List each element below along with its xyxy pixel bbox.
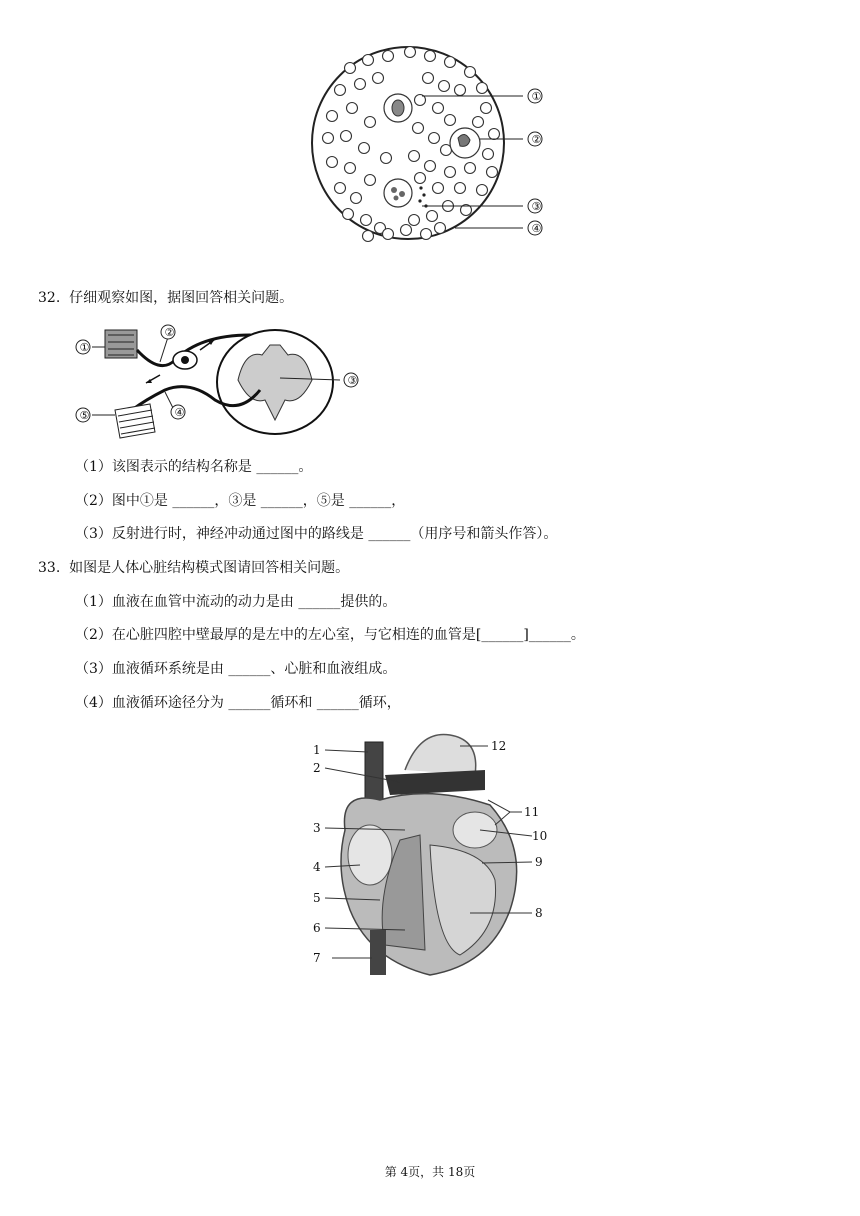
label-4: 4: [313, 860, 321, 874]
label-3: ③: [531, 200, 542, 213]
red-blood-cell: [455, 85, 466, 96]
label-3: 3: [313, 821, 321, 835]
red-blood-cell: [341, 131, 352, 142]
q32-stem: [38, 287, 293, 307]
inferior-vena-cava: [370, 930, 386, 975]
label-11: 11: [524, 805, 540, 819]
label-1: ①: [531, 90, 542, 103]
heart-diagram: [310, 730, 560, 980]
red-blood-cell: [345, 163, 356, 174]
q33-line-2: （2）在心脏四腔中壁最厚的是左中的左心室，与它相连的血管是[______]______。: [75, 627, 585, 643]
label-6: 6: [313, 921, 321, 935]
white-blood-cell-3: [384, 179, 412, 207]
white-blood-cell-1: [384, 94, 412, 122]
red-blood-cell: [327, 157, 338, 168]
q33-line-4: （4）血液循环途径分为 ______循环和 ______循环，: [75, 695, 401, 711]
red-blood-cell: [481, 103, 492, 114]
red-blood-cell: [409, 151, 420, 162]
reflex-arc-svg: [70, 320, 370, 445]
red-blood-cell: [347, 103, 358, 114]
red-blood-cell: [421, 229, 432, 240]
aorta: [405, 734, 476, 775]
q33-line-1: （1）血液在血管中流动的动力是由 ______提供的。: [75, 594, 397, 610]
red-blood-cell: [413, 123, 424, 134]
red-blood-cell: [445, 115, 456, 126]
red-blood-cell: [415, 173, 426, 184]
effector-muscle: [115, 404, 155, 438]
red-blood-cell: [425, 51, 436, 62]
red-blood-cell: [455, 183, 466, 194]
red-blood-cell: [335, 85, 346, 96]
red-blood-cell: [363, 231, 374, 242]
red-blood-cell: [435, 223, 446, 234]
label-4: ④: [174, 406, 185, 419]
red-blood-cell: [409, 215, 420, 226]
red-blood-cell: [323, 133, 334, 144]
red-blood-cell: [345, 63, 356, 74]
label-2: 2: [313, 761, 321, 775]
red-blood-cell: [439, 81, 450, 92]
red-blood-cell: [429, 133, 440, 144]
right-atrium: [348, 825, 392, 885]
red-blood-cell: [383, 229, 394, 240]
q32-line-3: （3）反射进行时，神经冲动通过图中的路线是 ______（用序号和箭头作答）。: [75, 526, 558, 542]
label-2: ②: [531, 133, 542, 146]
question-number: 32.: [38, 290, 61, 306]
label-9: 9: [535, 855, 543, 869]
red-blood-cell: [383, 51, 394, 62]
red-blood-cell: [351, 193, 362, 204]
red-blood-cell: [343, 209, 354, 220]
red-blood-cell: [363, 55, 374, 66]
label-10: 10: [532, 829, 548, 843]
reflex-arc-diagram: [70, 320, 370, 445]
blood-smear-svg: [310, 38, 560, 248]
q32-line-2: （2）图中①是 ______，③是 ______，⑤是 ______，: [75, 493, 406, 509]
red-blood-cell: [401, 225, 412, 236]
red-blood-cell: [445, 167, 456, 178]
red-blood-cell: [465, 67, 476, 78]
q33-line-3: （3）血液循环系统是由 ______、心脏和血液组成。: [75, 661, 397, 677]
heart-svg: [310, 730, 560, 980]
page-number: 第 4页，共 18页: [384, 1165, 476, 1179]
label-3: ③: [347, 374, 358, 387]
receptor-skin: [105, 330, 137, 358]
q33-stem: [38, 557, 349, 577]
label-4: ④: [531, 222, 542, 235]
red-blood-cell: [335, 183, 346, 194]
red-blood-cell: [423, 73, 434, 84]
label-8: 8: [535, 906, 543, 920]
label-7: 7: [313, 951, 321, 965]
red-blood-cell: [361, 215, 372, 226]
red-blood-cell: [465, 163, 476, 174]
red-blood-cell: [327, 111, 338, 122]
red-blood-cell: [477, 185, 488, 196]
red-blood-cell: [355, 79, 366, 90]
red-blood-cell: [489, 129, 500, 140]
red-blood-cell: [365, 117, 376, 128]
label-1: 1: [313, 743, 321, 757]
label-1: ①: [79, 341, 90, 354]
red-blood-cell: [405, 47, 416, 58]
red-blood-cell: [445, 57, 456, 68]
red-blood-cell: [425, 161, 436, 172]
red-blood-cell: [373, 73, 384, 84]
white-blood-cell-2: [450, 128, 480, 158]
pulmonary-artery: [385, 770, 485, 795]
red-blood-cell: [487, 167, 498, 178]
question-number: 33.: [38, 560, 61, 576]
red-blood-cell: [359, 143, 370, 154]
red-blood-cell: [473, 117, 484, 128]
label-2: ②: [164, 326, 175, 339]
question-stem: 如图是人体心脏结构模式图请回答相关问题。: [69, 560, 350, 576]
left-atrium: [453, 812, 497, 848]
red-blood-cell: [381, 153, 392, 164]
red-blood-cell: [427, 211, 438, 222]
red-blood-cell: [483, 149, 494, 160]
question-stem: 仔细观察如图，据图回答相关问题。: [69, 290, 294, 306]
page-footer: [0, 1163, 860, 1180]
label-5: ⑤: [79, 409, 90, 422]
red-blood-cell: [477, 83, 488, 94]
blood-labels: [528, 89, 542, 235]
label-5: 5: [313, 891, 321, 905]
blood-smear-figure: [310, 38, 560, 248]
red-blood-cell: [433, 103, 444, 114]
red-blood-cell: [433, 183, 444, 194]
red-blood-cell: [365, 175, 376, 186]
q32-line-1: （1）该图表示的结构名称是 ______。: [75, 459, 313, 475]
label-12: 12: [491, 739, 507, 753]
